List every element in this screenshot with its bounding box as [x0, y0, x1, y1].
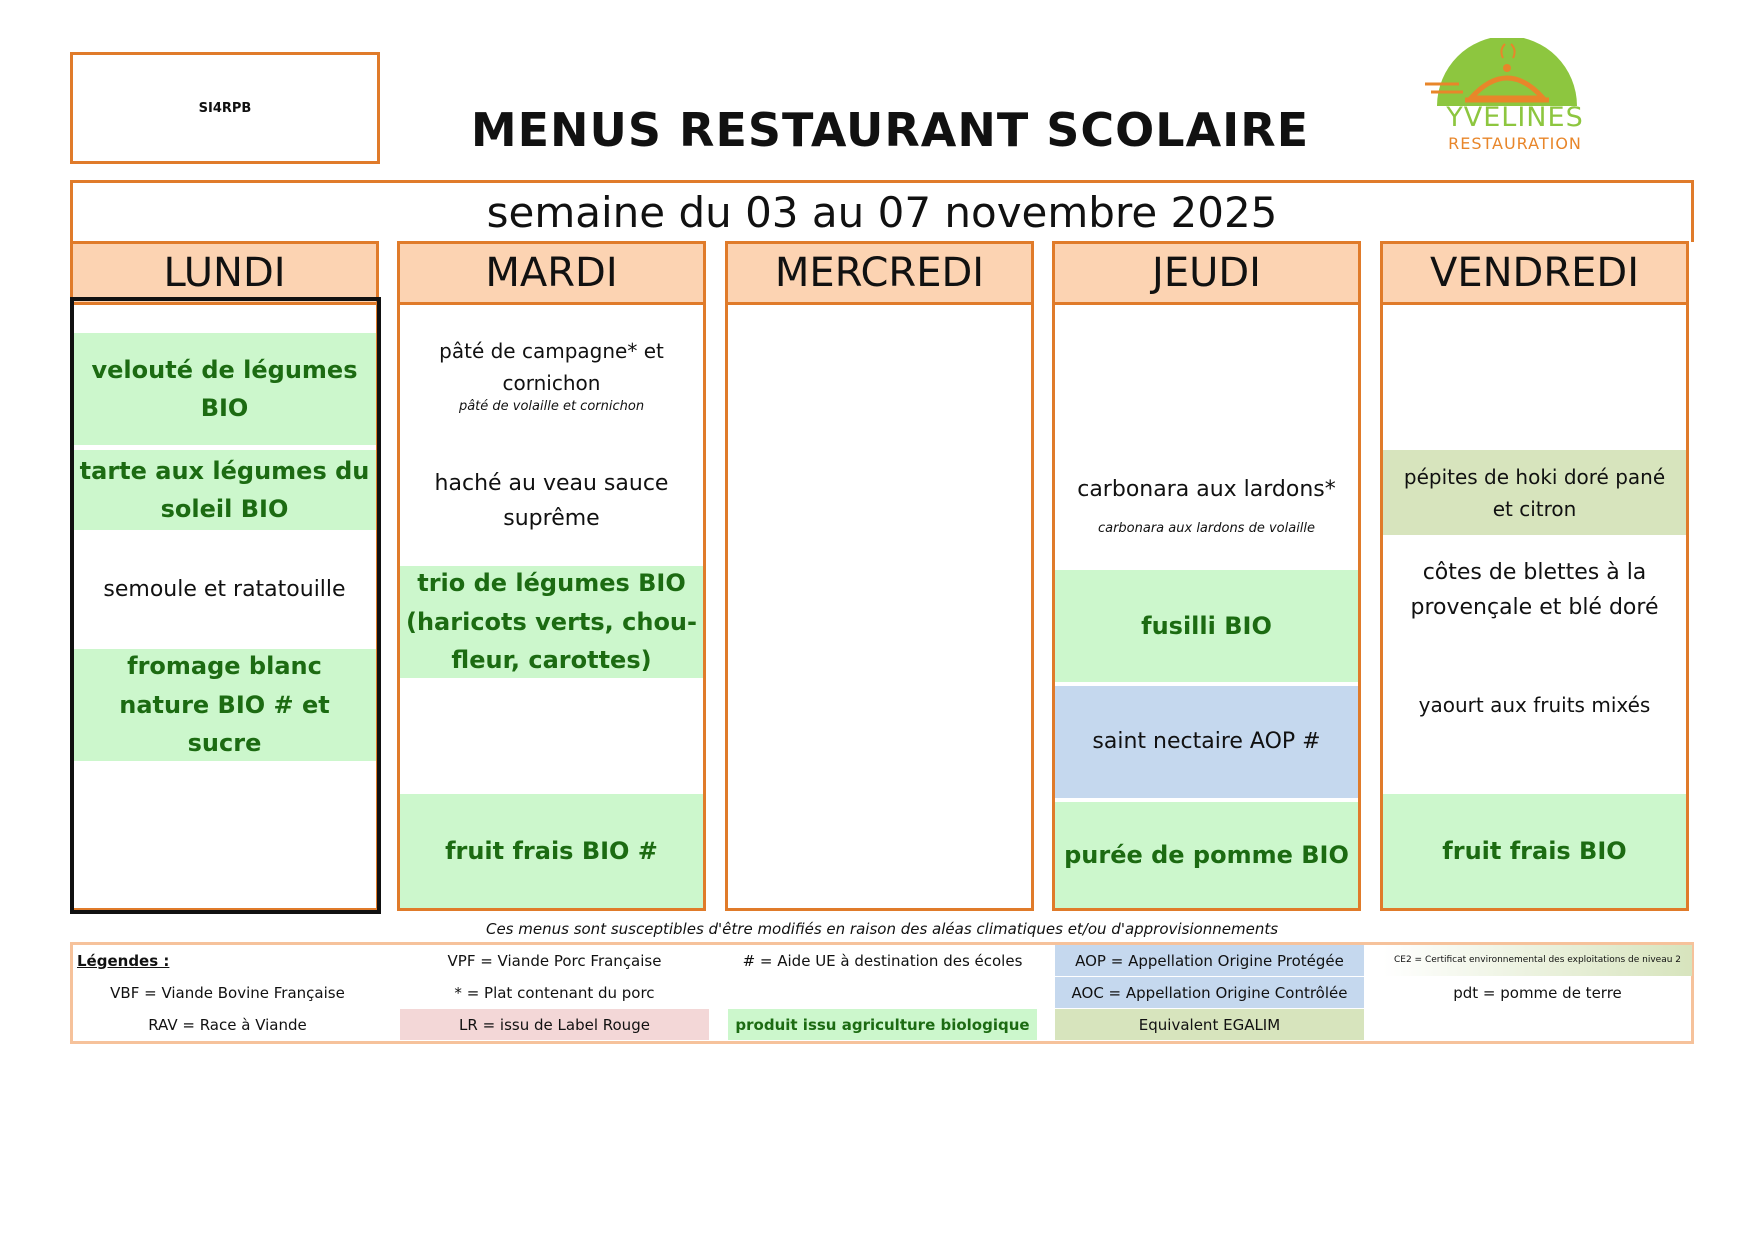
mardi-starter-alt: pâté de volaille et cornichon — [458, 398, 645, 414]
vendredi-dessert: fruit frais BIO — [1383, 794, 1686, 908]
day-column-jeudi — [1052, 241, 1361, 911]
day-column-mercredi — [725, 241, 1034, 911]
legend-label-rouge: LR = issu de Label Rouge — [400, 1009, 709, 1040]
legend-egalim: Equivalent EGALIM — [1055, 1009, 1364, 1040]
lundi-dairy: fromage blanc nature BIO # et sucre — [73, 649, 376, 761]
lundi-side: semoule et ratatouille — [103, 577, 346, 603]
lundi-starter: velouté de légumes BIO — [73, 333, 376, 445]
mardi-side: trio de légumes BIO (haricots verts, chou-fleur, carottes) — [400, 566, 703, 678]
day-column-mardi — [397, 241, 706, 911]
jeudi-side: fusilli BIO — [1055, 570, 1358, 682]
mardi-main: haché au veau sauce suprême — [434, 470, 669, 531]
legend-ue: # = Aide UE à destination des écoles — [742, 951, 1023, 970]
vendredi-side: côtes de blettes à la provençale et blé doré — [1410, 559, 1659, 620]
legend-title: Légendes : — [77, 951, 170, 970]
day-header-jeudi: JEUDI — [1055, 244, 1358, 305]
day-header-vendredi: VENDREDI — [1383, 244, 1686, 305]
vendredi-dairy: yaourt aux fruits mixés — [1418, 693, 1651, 717]
disclaimer: Ces menus sont susceptibles d'être modifiés en raison des aléas climatiques et/ou d'approvisionnements — [485, 920, 1279, 938]
week-range: semaine du 03 au 07 novembre 2025 — [486, 188, 1278, 237]
day-header-lundi: LUNDI — [73, 244, 376, 305]
legend-vpf: VPF = Viande Porc Française — [447, 951, 662, 970]
mardi-starter: pâté de campagne* et cornichon — [439, 338, 664, 395]
legend-aoc: AOC = Appellation Origine Contrôlée — [1055, 977, 1364, 1008]
lundi-main: tarte aux légumes du soleil BIO — [73, 450, 376, 530]
logo-line2: RESTAURATION — [1448, 134, 1582, 153]
week-title — [70, 180, 1694, 242]
current-day-frame — [70, 297, 381, 914]
day-header-mardi: MARDI — [400, 244, 703, 305]
jeudi-main-cell — [1055, 445, 1358, 565]
legend-bio: produit issu agriculture biologique — [728, 1009, 1037, 1040]
legend — [70, 942, 1694, 1044]
logo-line1: YVELINES — [1446, 102, 1584, 133]
legend-porc: * = Plat contenant du porc — [454, 983, 655, 1002]
legend-rav: RAV = Race à Viande — [148, 1015, 307, 1034]
day-column-vendredi — [1380, 241, 1689, 911]
legend-vbf: VBF = Viande Bovine Française — [110, 983, 345, 1002]
legend-ce2: CE2 = Certificat environnemental des exploitations de niveau 2 — [1383, 945, 1692, 976]
jeudi-dessert: purée de pomme BIO — [1055, 802, 1358, 908]
legend-pdt: pdt = pomme de terre — [1453, 983, 1622, 1002]
jeudi-main-alt: carbonara aux lardons de volaille — [1097, 521, 1316, 537]
site-code-box — [70, 52, 380, 164]
vendredi-main: pépites de hoki doré pané et citron — [1383, 450, 1686, 535]
page-title: MENUS RESTAURANT SCOLAIRE — [470, 103, 1310, 157]
legend-aop: AOP = Appellation Origine Protégée — [1055, 945, 1364, 976]
jeudi-dairy: saint nectaire AOP # — [1055, 686, 1358, 798]
site-code: SI4RPB — [198, 100, 252, 116]
mardi-starter-cell — [400, 305, 703, 445]
jeudi-main: carbonara aux lardons* — [1077, 476, 1336, 502]
mardi-dessert: fruit frais BIO # — [400, 794, 703, 908]
day-header-mercredi: MERCREDI — [728, 244, 1031, 305]
yvelines-restauration-logo — [1425, 38, 1605, 158]
